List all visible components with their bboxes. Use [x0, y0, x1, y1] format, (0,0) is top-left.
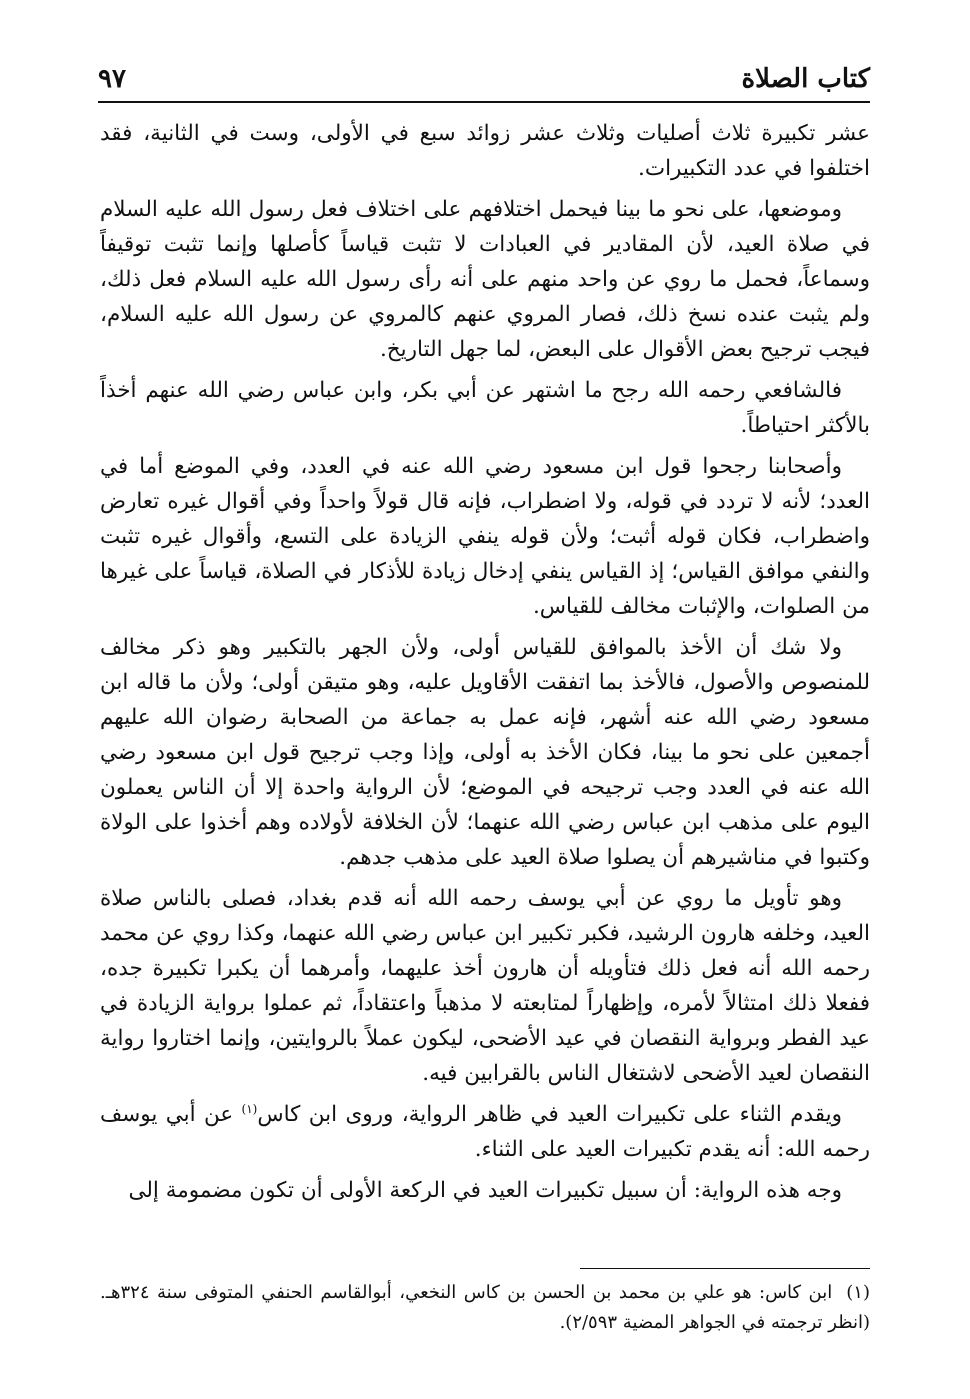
page-header: [98, 56, 870, 96]
paragraph: ولا شك أن الأخذ بالموافق للقياس أولى، ولأن الجهر بالتكبير وهو ذكر مخالف للمنصوص والأصول، فالأخذ بما اتفقت الأقاويل عليه، وهو متيقن أولى؛ ولأن ما قاله ابن مسعود رضي الله عنه أشهر، فإنه عمل به جماعة من الصحابة رضوان الله عليهم أجمعين على نحو ما بينا، فكان الأخذ به أولى، وإذا وجب ترجيح قول ابن مسعود رضي الله عنه في العدد وجب ترجيحه في الموضع؛ لأن الرواية واحدة إلا أن الناس يعملون اليوم على مذهب ابن عباس رضي الله عنهما؛ لأن الخلافة لأولاده وهم أخذوا على الولاة وكتبوا في مناشيرهم أن يصلوا صلاة العيد على مذهب جدهم.: [100, 635, 870, 870]
footnote-number: (١): [846, 1282, 870, 1303]
paragraph: عشر تكبيرة ثلاث أصليات وثلاث عشر زوائد سبع في الأولى، وست في الثانية، فقد اختلفوا في عدد التكبيرات.: [100, 121, 870, 181]
paragraph: وموضعها، على نحو ما بينا فيحمل اختلافهم على اختلاف فعل رسول الله عليه السلام في صلاة العيد، لأن المقادير في العبادات لا تثبت قياساً كأصلها وإنما تثبت توقيفاً وسماعاً، فحمل ما روي عن واحد منهم على أنه رأى رسول الله عليه السلام فعل ذلك، ولم يثبت عنده نسخ ذلك، فصار المروي عنهم كالمروي عن رسول الله عليه السلام، فيجب ترجيح بعض الأقوال على البعض، لما جهل التاريخ.: [100, 197, 870, 362]
page-number: ٩٧: [98, 64, 126, 94]
book-title: كتاب الصلاة: [741, 64, 870, 94]
header-rule: [98, 101, 870, 103]
paragraph-text: عن أبي يوسف رحمه الله: أنه يقدم تكبيرات العيد على الثناء.: [100, 1102, 870, 1162]
paragraph: وهو تأويل ما روي عن أبي يوسف رحمه الله أنه قدم بغداد، فصلى بالناس صلاة العيد، وخلفه هارون الرشيد، فكبر تكبير ابن عباس رضي الله عنهما، وكذا روي عن محمد رحمه الله أنه فعل ذلك فتأويله أن هارون أخذ عليهما، وأمرهما أن يكبرا تكبيرة جده، ففعلا ذلك امتثالاً لأمره، وإظهاراً لمتابعته لا مذهباً واعتقاداً، ثم عملوا برواية الزيادة في عيد الفطر وبرواية النقصان في عيد الأضحى، ليكون عملاً بالروايتين، وإنما اختاروا رواية النقصان لعيد الأضحى لاشتغال الناس بالقرابين فيه.: [100, 886, 870, 1086]
paragraph-text: ويقدم الثناء على تكبيرات العيد في ظاهر الرواية، وروى ابن كاس: [257, 1102, 843, 1127]
paragraph-with-footnote-ref: [100, 1097, 870, 1167]
main-text: [100, 116, 870, 1214]
paragraph: وجه هذه الرواية: أن سبيل تكبيرات العيد في الركعة الأولى أن تكون مضمومة إلى: [128, 1178, 842, 1203]
footnote-reference[interactable]: (١): [241, 1101, 258, 1116]
footnote-text: ابن كاس: هو علي بن محمد بن الحسن بن كاس النخعي، أبوالقاسم الحنفي المتوفى سنة ٣٢٤هـ. (انظر ترجمته في الجواهر المضية ٢/٥٩٣).: [100, 1282, 870, 1333]
paragraph: فالشافعي رحمه الله رجح ما اشتهر عن أبي بكر، وابن عباس رضي الله عنهم أخذاً بالأكثر احتياطاً.: [100, 378, 870, 438]
paragraph: وأصحابنا رجحوا قول ابن مسعود رضي الله عنه في العدد، وفي الموضع أما في العدد؛ لأنه لا تردد في قوله، ولا اضطراب، فإنه قال قولاً واحداً وفي أقوال غيره تعارض واضطراب، فكان قوله أثبت؛ ولأن قوله ينفي الزيادة على التسع، وأقوال غيره تثبت والنفي موافق القياس؛ إذ القياس ينفي إدخال زيادة للأذكار في الصلاة، قياساً على غيرها من الصلوات، والإثبات مخالف للقياس.: [100, 454, 870, 619]
footnote-rule: [580, 1268, 870, 1269]
footnote: [100, 1278, 870, 1338]
